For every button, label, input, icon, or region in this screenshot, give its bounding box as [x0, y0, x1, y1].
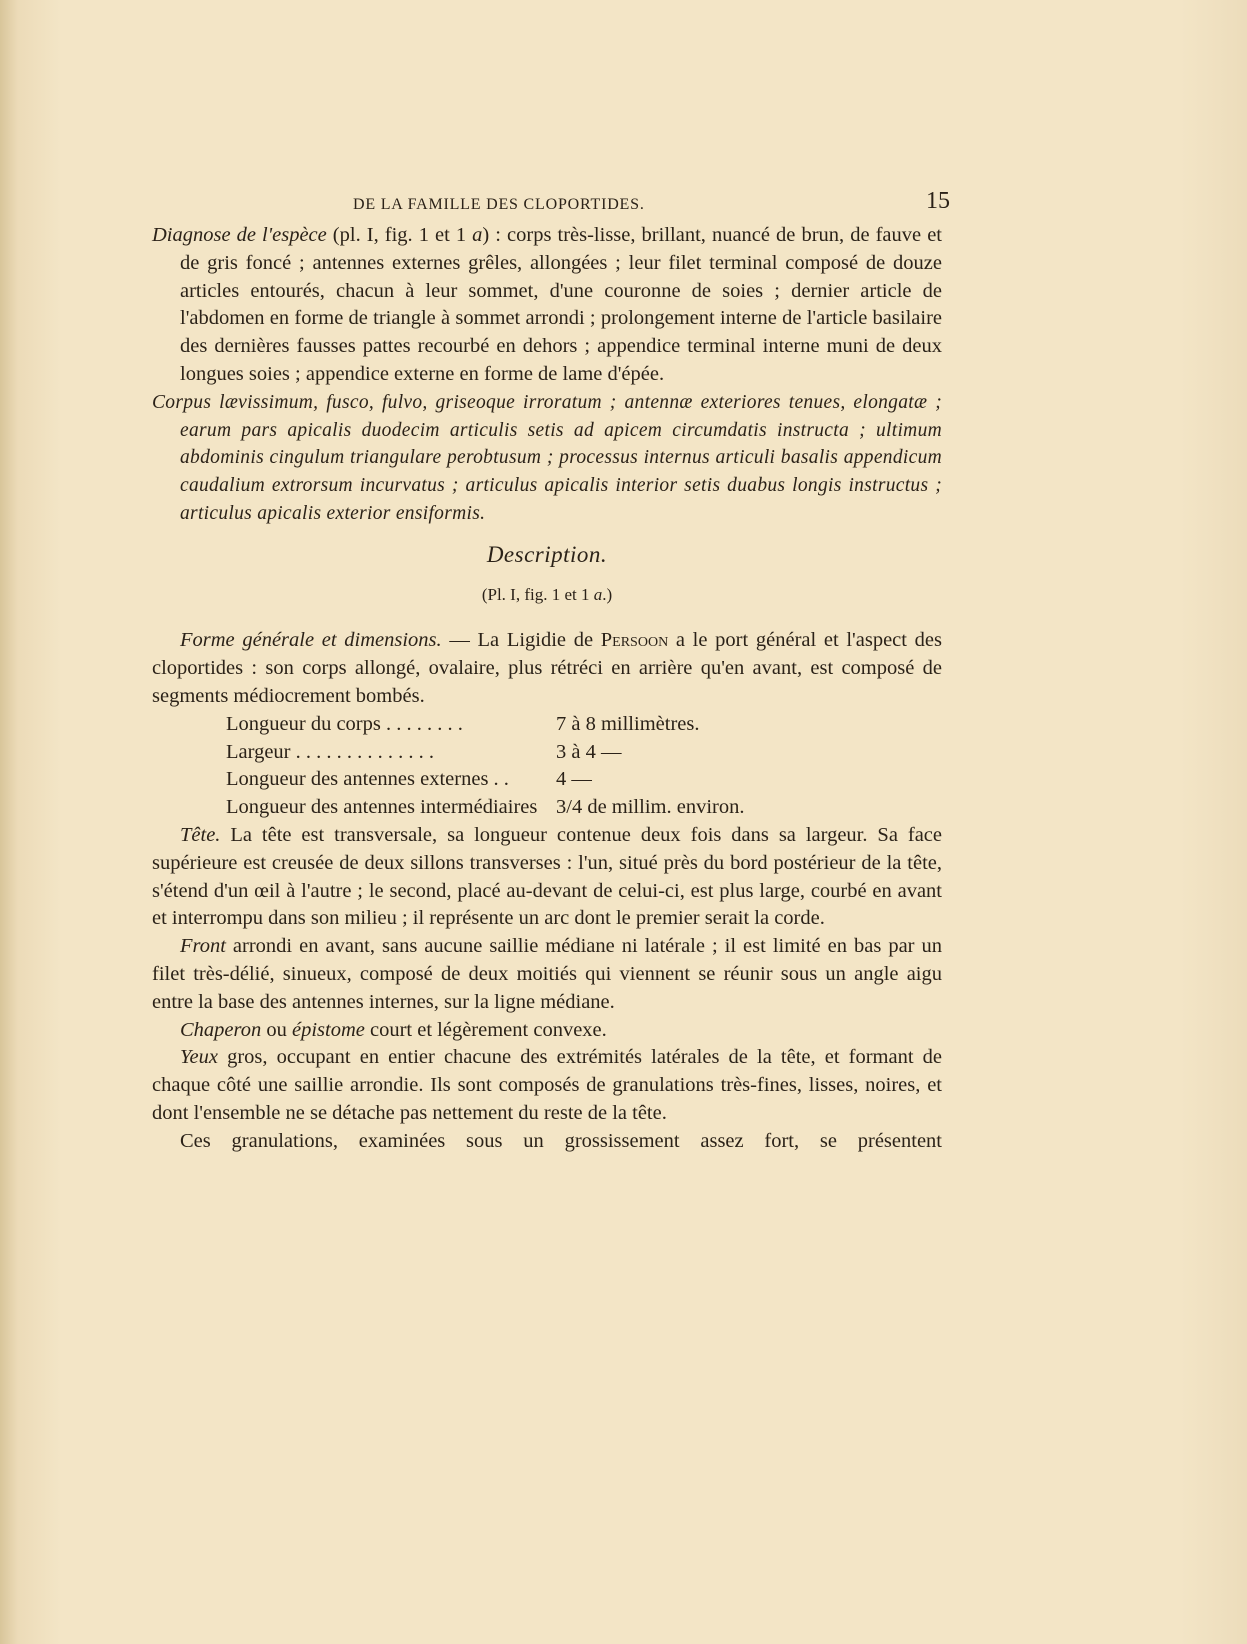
diagnose-ref: (pl. I, fig. 1 et 1	[326, 224, 473, 246]
dimension-row	[226, 766, 942, 794]
dimension-value: 7 à 8 millimètres.	[556, 712, 700, 735]
yeux-label: Yeux	[180, 1046, 218, 1069]
chaperon-text: court et légèrement convexe.	[364, 1018, 607, 1041]
tete-paragraph	[152, 822, 942, 933]
front-paragraph	[152, 933, 942, 1016]
front-label: Front	[180, 935, 226, 958]
tete-label: Tête.	[180, 823, 221, 846]
chaperon-label: Chaperon	[180, 1018, 262, 1041]
chaperon-mid: ou	[261, 1018, 292, 1041]
dimension-label: Longueur du corps . . . . . . . .	[226, 712, 463, 735]
dimension-value: 3 à 4 —	[556, 740, 622, 763]
dimension-row	[226, 739, 942, 767]
dimension-value: 4 —	[556, 768, 592, 791]
fig-ref-close: .)	[602, 584, 613, 604]
fig-ref-open: (Pl. I, fig. 1 et 1	[481, 584, 594, 604]
running-title: DE LA FAMILLE DES CLOPORTIDES.	[353, 196, 645, 213]
yeux-paragraph	[152, 1044, 942, 1127]
forme-paragraph	[152, 627, 942, 710]
body-text	[152, 222, 942, 1156]
page-number: 15	[926, 188, 950, 214]
author-name: Persoon	[600, 629, 669, 652]
diagnose-ref-a: a	[472, 224, 483, 246]
fig-ref-a: a	[593, 584, 603, 604]
latin-diagnosis: Corpus lævissimum, fusco, fulvo, griseoque irroratum ; antennæ exteriores tenues, elongatæ ; earum pars apicalis duodecim articulis setis ad apicem circumdatis instructa ; ultimum abdominis cingulum triangulare perobtusum ; processus internus articuli basalis appendicum caudalium extrorsum incurvatus ; articulus apicalis interior setis duabus longis instructus ; articulus apicalis exterior ensiformis.	[152, 391, 942, 524]
front-text: arrondi en avant, sans aucune saillie médiane ni latérale ; il est limité en bas par un filet très-délié, sinueux, composé de deux moitiés qui viennent se réunir sous un angle aigu entre la base des antennes internes, sur la ligne médiane.	[152, 935, 942, 1013]
dimension-label: Largeur . . . . . . . . . . . . . .	[226, 740, 435, 763]
dimension-row	[226, 794, 942, 822]
diagnose-paragraph	[152, 222, 942, 389]
tete-text: La tête est transversale, sa longueur contenue deux fois dans sa largeur. Sa face supérieure est creusée de deux sillons transverses : l'un, situé près du bord postérieur de la tête, s'étend d'un œil à l'autre ; le second, placé au-devant de celui-ci, est plus large, courbé en avant et interrompu dans son milieu ; il représente un arc dont le premier serait la corde.	[152, 823, 942, 930]
figure-reference	[152, 581, 942, 609]
dimensions-list	[226, 711, 942, 822]
forme-label: Forme générale et dimensions.	[180, 629, 442, 652]
dimension-value: 3/4 de millim. environ.	[556, 796, 745, 819]
diagnose-label: Diagnose de l'espèce	[152, 224, 327, 246]
forme-text-after: a le port général et l'aspect des cloportides : son corps allongé, ovalaire, plus rétréci en arrière qu'en avant, est composé de segments médiocrement bombés.	[152, 629, 942, 707]
chaperon-paragraph	[152, 1017, 942, 1045]
diagnose-text: ) : corps très-lisse, brillant, nuancé de brun, de fauve et de gris foncé ; antennes externes grêles, allongées ; leur filet terminal composé de douze articles entourés, chacun à leur sommet, d'une couronne de soies ; dernier article de l'abdomen en forme de triangle à sommet arrondi ; prolongement interne de l'article basilaire des dernières fausses pattes recourbé en dehors ; appendice terminal interne muni de deux longues soies ; appendice externe en forme de lame d'épée.	[180, 224, 942, 385]
dimension-label: Longueur des antennes intermédiaires	[226, 796, 538, 819]
running-head	[150, 188, 950, 218]
dimension-row	[226, 711, 942, 739]
last-paragraph: Ces granulations, examinées sous un grossissement assez fort, se présentent	[180, 1129, 942, 1152]
epistome-label: épistome	[292, 1018, 365, 1041]
section-title: Description.	[486, 541, 608, 567]
dimension-label: Longueur des antennes externes . .	[226, 768, 509, 791]
forme-text-before: — La Ligidie de	[441, 629, 601, 652]
yeux-text: gros, occupant en entier chacune des extrémités latérales de la tête, et formant de chaque côté une saillie arrondie. Ils sont composés de granulations très-fines, lisses, noires, et dont l'ensemble ne se détache pas nettement du reste de la tête.	[152, 1046, 942, 1124]
